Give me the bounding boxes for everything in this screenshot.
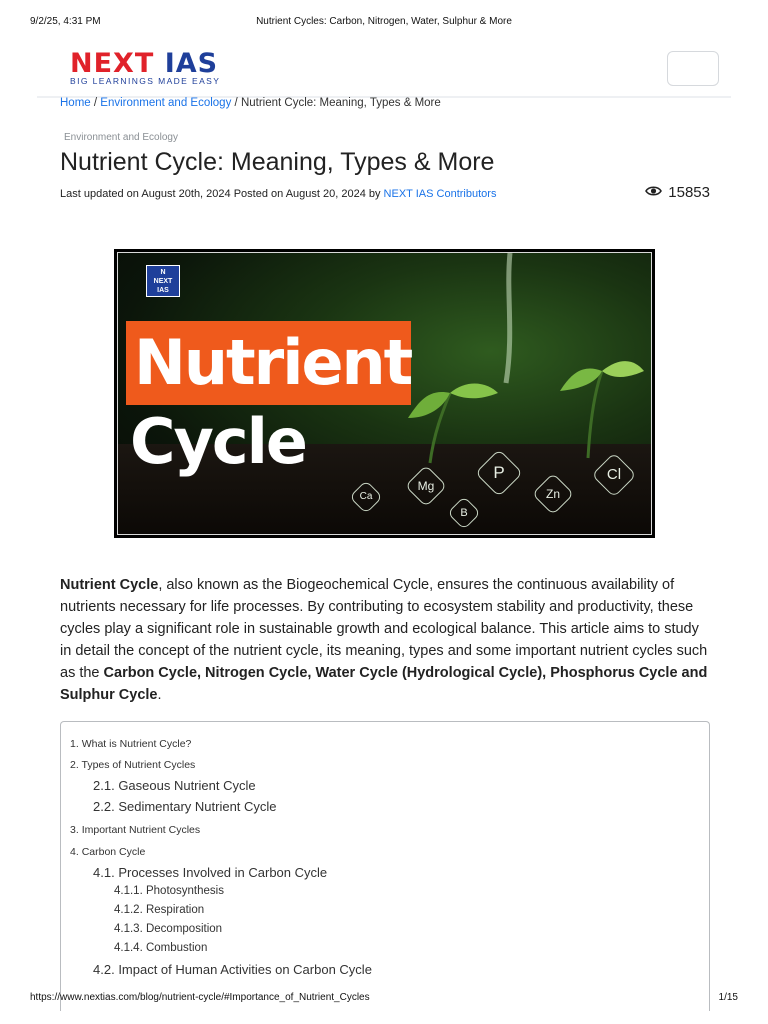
print-document-title: Nutrient Cycles: Carbon, Nitrogen, Water, Sulphur & More [256, 16, 512, 27]
breadcrumb-category-link[interactable]: Environment and Ecology [100, 97, 232, 109]
print-footer [30, 992, 738, 1006]
element-label-zn: Zn [545, 487, 560, 501]
seedling-illustration [398, 253, 652, 473]
breadcrumb-current: Nutrient Cycle: Meaning, Types & More [240, 97, 441, 109]
toc-item-4-2[interactable]: 4.2. Impact of Human Activities on Carbon Cycle [93, 962, 372, 977]
element-label-mg: Mg [417, 479, 435, 493]
breadcrumb-separator: / [231, 97, 241, 109]
hero-image [114, 249, 655, 538]
intro-lead-term: Nutrient Cycle [60, 577, 159, 593]
logo-tagline: BIG LEARNINGS MADE EASY [70, 76, 221, 86]
intro-paragraph [60, 574, 712, 706]
toc-item-1[interactable]: 1. What is Nutrient Cycle? [70, 738, 192, 750]
print-timestamp: 9/2/25, 4:31 PM [30, 16, 101, 27]
toc-item-4-1[interactable]: 4.1. Processes Involved in Carbon Cycle [93, 865, 328, 880]
eye-icon [645, 184, 662, 201]
print-header [30, 16, 738, 30]
intro-cycles-list: Carbon Cycle, Nitrogen Cycle, Water Cycle (Hydrological Cycle), Phosphorus Cycle and Sulphur Cycle [60, 665, 708, 703]
nextias-logo[interactable] [70, 50, 220, 84]
author-link[interactable]: NEXT IAS Contributors [383, 188, 497, 200]
article-meta [60, 188, 496, 200]
toc-item-2[interactable]: 2. Types of Nutrient Cycles [70, 759, 196, 771]
toc-item-4[interactable]: 4. Carbon Cycle [70, 846, 146, 858]
element-label-ca: Ca [359, 491, 373, 502]
print-page-number: 1/15 [718, 992, 738, 1003]
toc-item-2-1[interactable]: 2.1. Gaseous Nutrient Cycle [93, 778, 256, 793]
hero-image-canvas [117, 252, 652, 535]
toc-item-2-2[interactable]: 2.2. Sedimentary Nutrient Cycle [93, 799, 277, 814]
page-title: Nutrient Cycle: Meaning, Types & More [60, 148, 495, 176]
toc-item-4-1-3[interactable]: 4.1.3. Decomposition [114, 923, 223, 935]
toc-item-4-1-4[interactable]: 4.1.4. Combustion [114, 942, 208, 954]
toc-item-3[interactable]: 3. Important Nutrient Cycles [70, 824, 201, 836]
intro-text: , also known as the Biogeochemical Cycle, ensures the continuous availability of nutrients necessary for life processes. By contributing to ecosystem stability and productivity, these cycles play a significant role in sustainable growth and ecological balance. This article aims to study in detail the concept of the nutrient cycle, its meaning, types and some important nutrient cycles such as the [60, 577, 708, 681]
element-label-p: P [493, 463, 505, 482]
hero-title-word-2: Cycle [130, 405, 306, 478]
toc-item-4-1-1[interactable]: 4.1.1. Photosynthesis [114, 885, 224, 897]
hero-nextias-badge: N NEXT IAS [146, 265, 180, 297]
table-of-contents [60, 721, 710, 1011]
print-url: https://www.nextias.com/blog/nutrient-cycle/#Importance_of_Nutrient_Cycles [30, 992, 370, 1003]
toc-item-4-1-2[interactable]: 4.1.2. Respiration [114, 904, 205, 916]
logo-wordmark: NEXT IAS [70, 48, 219, 79]
article-category[interactable]: Environment and Ecology [64, 132, 178, 143]
breadcrumb-separator: / [90, 97, 101, 109]
breadcrumb [60, 97, 441, 109]
breadcrumb-home-link[interactable]: Home [60, 97, 91, 109]
view-count [645, 184, 710, 201]
menu-toggle-button[interactable] [667, 51, 719, 86]
view-count-value: 15853 [668, 184, 710, 201]
site-header [37, 40, 731, 98]
intro-text-end: . [157, 687, 162, 703]
hero-title-word-1: Nutrient [134, 326, 412, 399]
element-label-cl: Cl [606, 466, 622, 483]
article-dates: Last updated on August 20th, 2024 Posted on August 20, 2024 by [60, 188, 384, 200]
element-label-b: B [460, 507, 468, 519]
